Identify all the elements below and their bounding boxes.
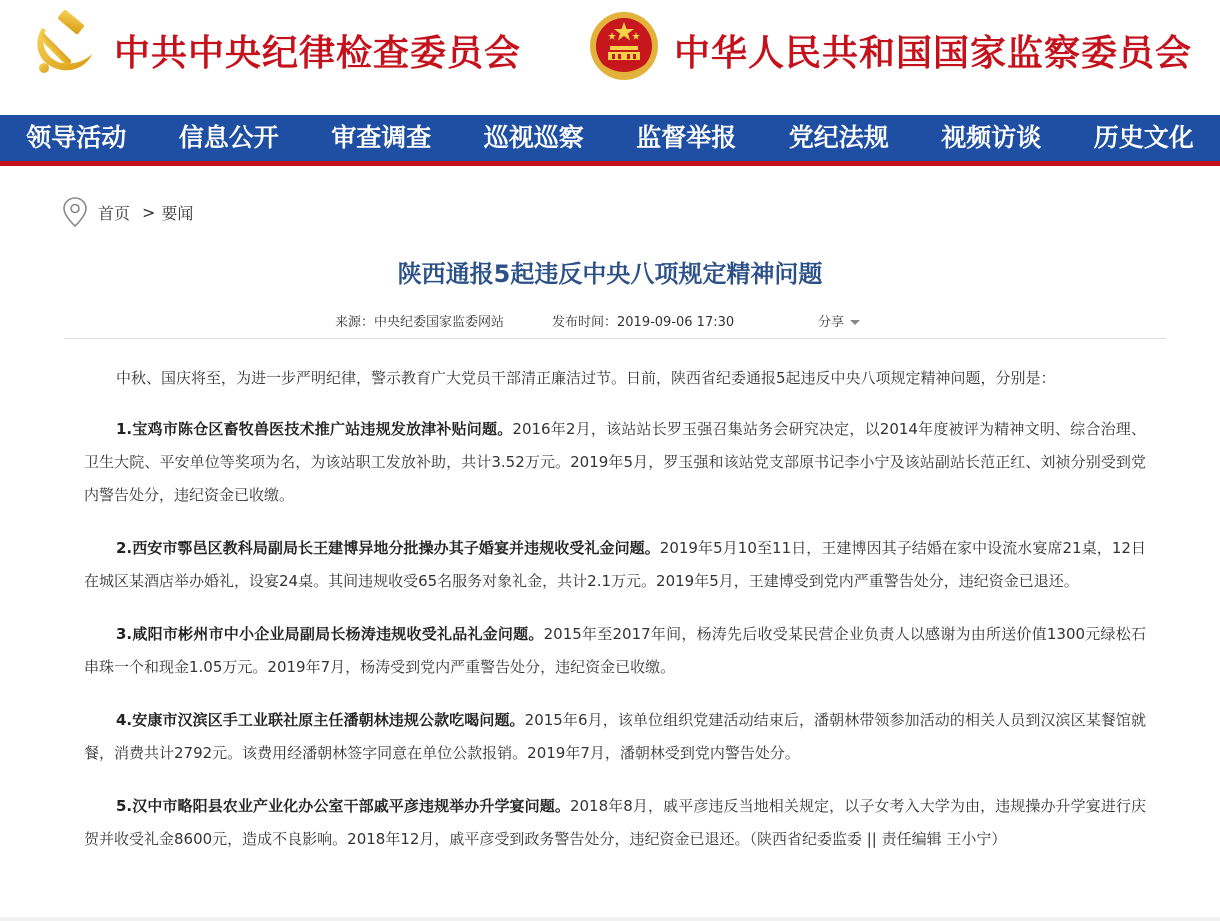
article-source: 来源：中央纪委国家监委网站 [335,315,505,330]
meta-divider [64,338,1166,339]
article-item [84,618,1146,684]
location-pin-icon [62,196,88,228]
nav-item-info-disclosure[interactable]: 信息公开 [178,123,279,152]
main-nav [0,115,1220,161]
item-body: 2018年8月，戚平彦违反当地相关规定，以子女考入大学为由，违规操办升学宴进行庆贺并收受礼金8600元，造成不良影响。2018年12月，戚平彦受到政务警告处分，违纪资金已退还。（陕西省纪委监委 || 责任编辑 王小宁） [84,797,1146,848]
page-bottom-border [0,917,1220,921]
caret-down-icon [850,320,860,325]
item-body: 2015年6月，该单位组织党建活动结束后，潘朝林带领参加活动的相关人员到汉滨区某餐馆就餐，消费共计2792元。该费用经潘朝林签字同意在单位公款报销。2019年7月，潘朝林受到党内警告处分。 [84,711,1146,762]
item-heading: 1.宝鸡市陈仓区畜牧兽医技术推广站违规发放津补贴问题。 [116,420,513,438]
party-emblem-icon [28,8,100,80]
item-heading: 2.西安市鄠邑区教科局副局长王建博异地分批操办其子婚宴并违规收受礼金问题。 [116,539,660,557]
article-item [84,532,1146,598]
nav-item-investigation[interactable]: 审查调查 [331,123,432,152]
ccdi-title: 中共中央纪律检查委员会 [114,31,522,74]
share-label: 分享 [818,315,845,330]
ccdi-logo[interactable] [28,8,521,80]
article-body [84,362,1146,876]
nsc-title: 中华人民共和国国家监察委员会 [674,31,1193,74]
item-body: 2019年5月10至11日，王建博因其子结婚在家中设流水宴席21桌，12日在城区某酒店举办婚礼，设宴24桌。其间违规收受65名服务对象礼金，共计2.1万元。2019年5月，王建博受到党内严重警告处分，违纪资金已退还。 [84,539,1146,590]
item-heading: 4.安康市汉滨区手工业联社原主任潘朝林违规公款吃喝问题。 [116,711,525,729]
nav-item-video-interviews[interactable]: 视频访谈 [941,123,1042,152]
item-heading: 5.汉中市略阳县农业产业化办公室干部戚平彦违规举办升学宴问题。 [116,797,570,815]
breadcrumb [62,196,193,228]
item-heading: 3.咸阳市彬州市中小企业局副局长杨涛违规收受礼品礼金问题。 [116,625,544,643]
article-item [84,704,1146,770]
article-intro: 中秋、国庆将至，为进一步严明纪律，警示教育广大党员干部清正廉洁过节。日前，陕西省纪委通报5起违反中央八项规定精神问题，分别是： [116,369,1056,387]
nav-item-regulations[interactable]: 党纪法规 [788,123,889,152]
article-publish-time: 发布时间：2019-09-06 17:30 [552,315,735,330]
item-body: 2016年2月，该站站长罗玉强召集站务会研究决定，以2014年度被评为精神文明、综合治理、卫生大院、平安单位等奖项为名，为该站职工发放补助，共计3.52万元。2019年5月，罗玉强和该站党支部原书记李小宁及该站副站长范正红、刘祯分别受到党内警告处分，违纪资金已收缴。 [84,420,1146,504]
nav-item-supervision-report[interactable]: 监督举报 [636,123,737,152]
nav-item-history-culture[interactable]: 历史文化 [1093,123,1194,152]
nav-accent-bar [0,161,1220,166]
nav-item-inspection[interactable]: 巡视巡察 [483,123,584,152]
article-item [84,413,1146,512]
share-button[interactable] [818,311,860,330]
national-emblem-icon [588,8,660,80]
breadcrumb-separator: > [142,202,156,222]
breadcrumb-current-link[interactable]: 要闻 [161,203,194,223]
article-item [84,790,1146,856]
nav-item-leadership[interactable]: 领导活动 [26,123,127,152]
breadcrumb-home-link[interactable]: 首页 [98,203,131,223]
nsc-logo[interactable] [588,8,1192,80]
item-body: 2015年至2017年间，杨涛先后收受某民营企业负责人以感谢为由所送价值1300元绿松石串珠一个和现金1.05万元。2019年7月，杨涛受到党内严重警告处分，违纪资金已收缴。 [84,625,1146,676]
article-title: 陕西通报5起违反中央八项规定精神问题 [397,260,823,288]
site-header [0,0,1220,115]
